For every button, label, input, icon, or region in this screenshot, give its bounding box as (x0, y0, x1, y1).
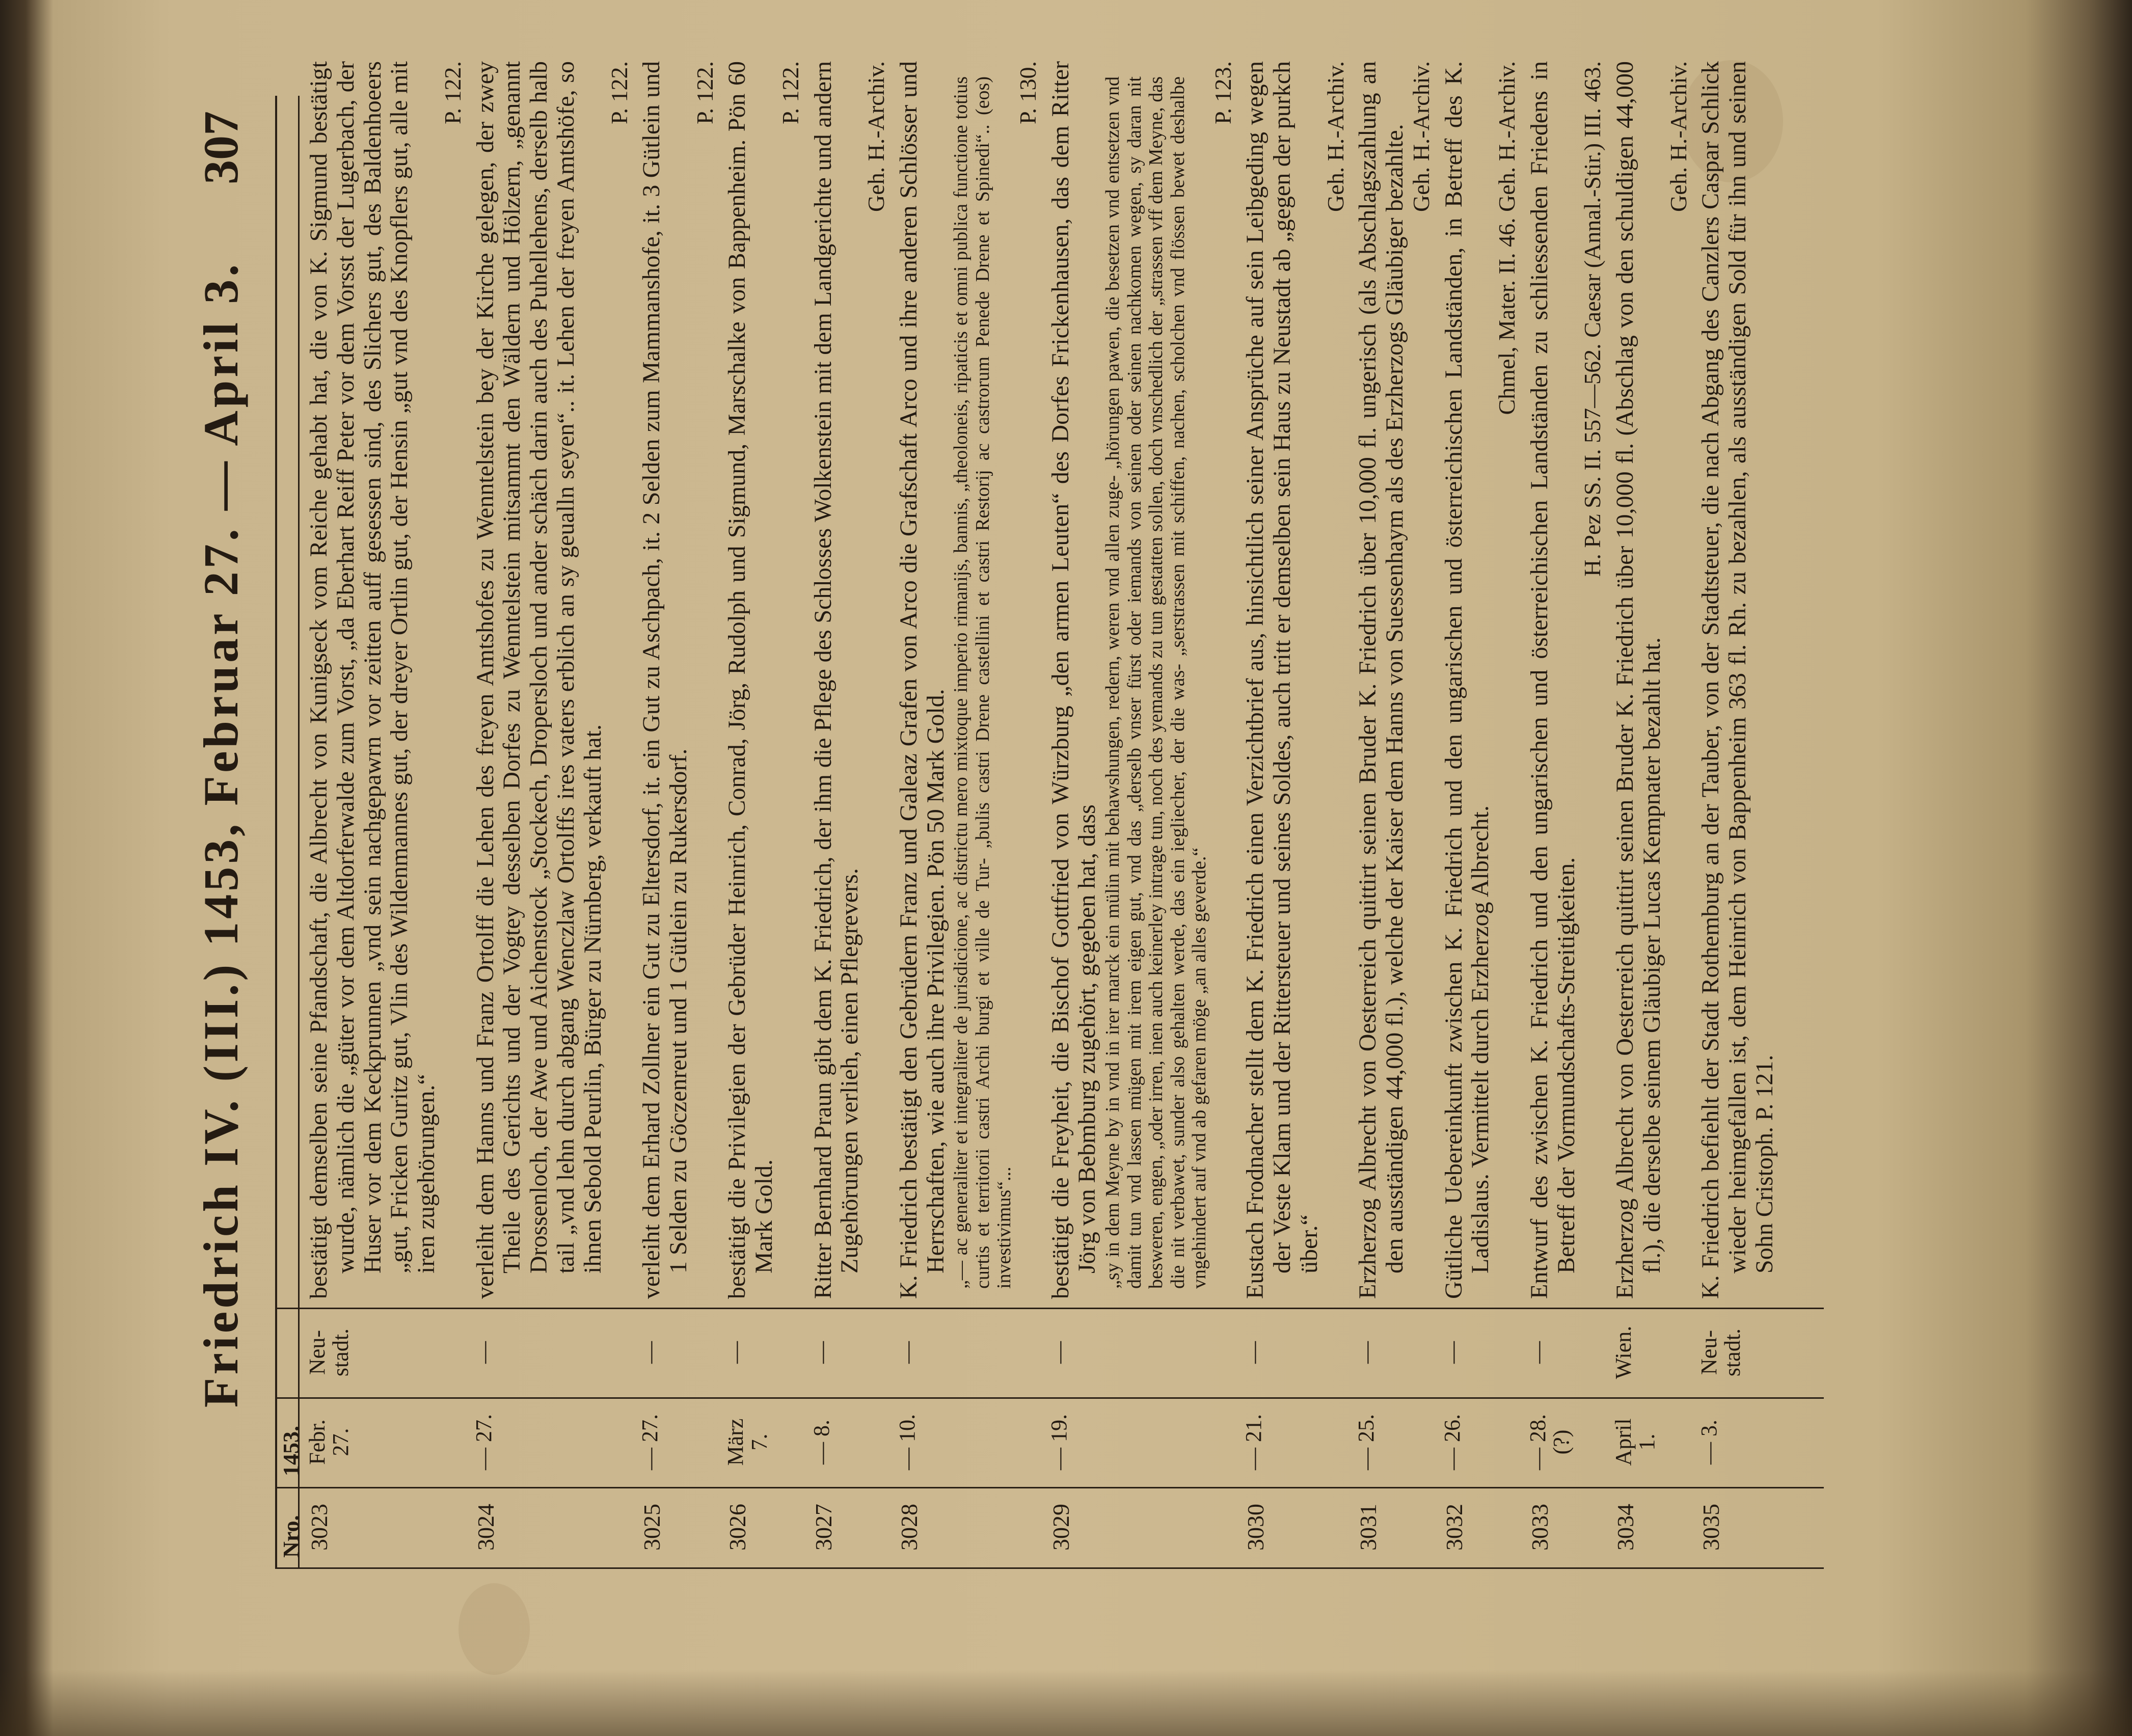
entry-reference: P. 123. (1209, 61, 1236, 124)
entry-reference: P. 130. (1014, 61, 1041, 124)
page-number: 307 (194, 111, 248, 184)
entry-date: — 3. (1696, 1420, 1722, 1464)
entry-text: verleiht dem Erhard Zollner ein Gut zu Eltersdorf, it. ein Gut zu Aschpach, it. 2 Selden zum Mammanshofe, it. 3 Gütlein und 1 Selden zu Göczenreut und 1 Gütlein zu Rukersdorf. (638, 61, 692, 1299)
register-entry (1611, 61, 1691, 1568)
entry-number: 3028 (896, 1504, 922, 1551)
entry-text: Erzherzog Albrecht von Oesterreich quittirt seinen Bruder K. Friedrich über 10,000 fl. (Abschlag von den schuldigen 44,000 fl.), die derselbe seinem Gläubiger Lucas Kempnater bezahlt hat. (1611, 61, 1665, 1299)
entry-place: Neu- stadt. (1696, 1328, 1745, 1377)
entry-date: — 8. (808, 1420, 834, 1464)
entry-number: 3026 (724, 1504, 751, 1551)
column-header-year: 1453. (279, 1426, 304, 1476)
entry-text: Erzherzog Albrecht von Oesterreich quittirt seinen Bruder K. Friedrich über 10,000 fl. ungerisch (als Abschlagszahlung an den ausständigen 44,000 fl.), welche der Kaiser dem Hanns von Suessenhaym als des Erzherzogs Gläubiger bezahlte. (1354, 61, 1409, 1299)
entry-place: — (723, 1341, 748, 1364)
entry-number: 3032 (1441, 1504, 1467, 1551)
entry-place: — (1525, 1341, 1550, 1364)
entry-date: — 19. (1046, 1414, 1071, 1470)
entry-reference: P. 122. (691, 61, 718, 124)
entry-quote: „sy in dem Meyne by in vnd in irer marck ein mülin mit behawshungen, redern, weren vnd allen zuge- „hörungen pawen, die besetzen vnd entsetzen vnd damit tun vnd lassen mügen mit irem eigen gut, vnd das „derselb vnser fürst oder iemands von seinen oder seinen nachkomen wegen, sy daran nit besweren, engen, „oder irren, inen auch keinerley intrage tun, noch des yemands zu tun gestatten sollen, doch vnschedlich der „strassen vff dem Meyne, das die nit verbawet, sunder also gehalten werde, das ein iegliecher, der die was- „serstrassen mit schiffen, nachen, scholchen vnd flössen bewet deshalbe vngehindert auf vnd ab gefaren möge „an alles geverde.“ (1102, 76, 1210, 1289)
register-entry (1439, 61, 1520, 1568)
entry-place: Wien. (1611, 1325, 1636, 1379)
entry-reference: Geh. H.-Archiv. (1408, 61, 1435, 212)
entry-text: K. Friedrich befiehlt der Stadt Rothemburg an der Tauber, von der Stadtsteuer, die nach Abgang des Canzlers Caspar Schlick wieder heimgefallen ist, dem Heinrich von Bappenheim 363 fl. Rh. zu bezahlen, als ausständigen Sold für ihn und seinen Sohn Cristoph. P. 121. (1697, 61, 1778, 1299)
register-entry (471, 61, 633, 1568)
entry-date: — 21. (1241, 1414, 1266, 1470)
entry-date: — 28. (?) (1525, 1414, 1574, 1470)
entry-place: — (1046, 1341, 1071, 1364)
entry-reference: Chmel, Mater. II. 46. Geh. H.-Archiv. (1494, 61, 1520, 415)
entry-text: bestätigt die Privilegien der Gebrüder Heinrich, Conrad, Jörg, Rudolph und Sigmund, Marschalke von Bappenheim. Pön 60 Mark Gold. (723, 61, 778, 1299)
entry-date: Febr. 27. (305, 1419, 354, 1465)
entry-place: — (471, 1341, 496, 1364)
entry-place: Neu- stadt. (305, 1328, 354, 1377)
register-entry (637, 61, 718, 1568)
entry-text: Gütliche Uebereinkunft zwischen K. Friedrich und den ungarischen und österreichischen Landständen, in Betreff des K. Ladislaus. Vermittelt durch Erzherzog Albrecht. (1440, 61, 1494, 1299)
entry-reference: H. Pez SS. II. 557—562. Caesar (Annal.-Stir.) III. 463. (1579, 61, 1606, 577)
entry-place: — (1241, 1341, 1266, 1364)
column-header-rule (298, 96, 300, 1568)
entry-place: — (894, 1341, 920, 1364)
entry-text: K. Friedrich bestätigt den Gebrüdern Franz und Galeaz Grafen von Arco die Grafschaft Arco und ihre anderen Schlösser und Herrschaften, wie auch ihre Privilegien. Pön 50 Mark Gold. (895, 61, 949, 1299)
entry-text: bestätigt die Freyheit, die Bischof Gottfried von Würzburg „den armen Leuten“ des Dorfes Frickenhausen, das dem Ritter Jörg von Bebmburg zugehört, gegeben hat, dass (1046, 61, 1101, 1299)
page-header (183, 111, 255, 1553)
entry-reference: P. 122. (606, 61, 632, 124)
entry-date: — 27. (637, 1414, 663, 1470)
entry-quote: „— ac generaliter et integraliter de jurisdicione, ac districtu mero mixtoque imperio rimanijs, bannis, „theoloneis, ripaticis et omni publica functione totius curtis et territorii castri Archi burgi et ville de Tur- „bulis castri Drene castellini et castri Restorij ac castrorum Penede Drene et Spinedi“.. (eos) investivimus“... (950, 76, 1015, 1289)
entry-date: — 25. (1354, 1414, 1379, 1470)
register-entry (1525, 61, 1606, 1568)
header-rule (275, 96, 277, 1568)
entry-date: — 26. (1439, 1414, 1465, 1470)
register-entry (1696, 61, 1778, 1568)
entry-text: Ritter Bernhard Praun gibt dem K. Friedrich, der ihm die Pflege des Schlosses Wolkenstein mit dem Landgerichte und andern Zugehörungen verlieh, einen Pflegrevers. (809, 61, 863, 1299)
entry-text: verleiht dem Hanns und Franz Ortolff die Lehen des freyen Amtshofes zu Wenntelstein bey der Kirche gelegen, der zwey Theile des Gerichts und der Vogtey desselben Dorfes zu Wenntelstein mitsammt den Wäldern und Hölzern, „genannt Drossenloch, der Awe und Aichenstock „Stockech, Dropersloch und ander schäch darin auch des Puhellehens, derselb halb tail „vnd lehn durch abgang Wenczlaw Ortolffs ires vaters erblich an sy geualln seyen“.. it. Lehen der freyen Amtshöfe, so ihnen Sebold Peurlin, Bürger zu Nürnberg, verkauft hat. (471, 61, 606, 1299)
entry-reference: P. 122. (439, 61, 466, 124)
entry-number: 3025 (639, 1504, 665, 1551)
entry-number: 3024 (472, 1504, 499, 1551)
entry-place: — (1439, 1341, 1465, 1364)
entry-number: 3035 (1698, 1504, 1724, 1551)
entry-place: — (808, 1341, 834, 1364)
entry-place: — (637, 1341, 663, 1364)
page-title: Friedrich IV. (III.) 1453, Februar 27. — April 3. (194, 261, 248, 1408)
register-entry (808, 61, 889, 1568)
entry-date: — 27. (471, 1414, 496, 1470)
entry-number: 3027 (810, 1504, 836, 1551)
entry-text: Entwurf des zwischen K. Friedrich und den ungarischen und österreichischen Landständen zu schliessenden Friedens in Betreff der Vormundschafts-Streitigkeiten. (1525, 61, 1580, 1299)
entry-date: — 10. (894, 1414, 920, 1470)
paper-stain (458, 1583, 530, 1675)
entry-reference: P. 122. (777, 61, 803, 124)
entry-place: — (1354, 1341, 1379, 1364)
register-entry (1354, 61, 1435, 1568)
register-entry (1046, 61, 1236, 1568)
entry-number: 3029 (1047, 1504, 1074, 1551)
entry-date: April 1. (1611, 1418, 1660, 1466)
entry-date: März 7. (723, 1418, 772, 1466)
register-entry (723, 61, 803, 1568)
register-entry (1241, 61, 1348, 1568)
register-entry (305, 61, 466, 1568)
column-header-nro: Nro. (279, 1515, 304, 1558)
entry-number: 3023 (306, 1504, 332, 1551)
register-entries (305, 61, 1785, 1568)
entry-reference: Geh. H.-Archiv. (1665, 61, 1691, 212)
entry-number: 3033 (1526, 1504, 1553, 1551)
entry-number: 3031 (1355, 1504, 1382, 1551)
entry-number: 3030 (1243, 1504, 1269, 1551)
register-entry (894, 61, 1041, 1568)
entry-reference: Geh. H.-Archiv. (1322, 61, 1348, 212)
entry-reference: Geh. H.-Archiv. (863, 61, 889, 212)
entry-number: 3034 (1612, 1504, 1639, 1551)
entry-text: Eustach Frodnacher stellt dem K. Friedrich einen Verzichtbrief aus, hinsichtlich seiner Ansprüche auf sein Leibgeding wegen der Veste Klam und der Rittersteuer und seines Soldes, auch tritt er demselben sein Haus zu Neustadt ab „gegen der purkch über.“ (1242, 61, 1323, 1299)
entry-text: bestätigt demselben seine Pfandschaft, die Albrecht von Kunigseck vom Reiche gehabt hat, die von K. Sigmund bestätigt wurde, nämlich die „güter vor dem Altdorferwalde zum Vorst, „da Eberhart Reiff Peter vor dem Vorsst der Lugerbach, der Huser vor dem Keckprunnen „vnd sein nachgepawrn vor zeitten auff gesessen sind, des Slichers gut, des Baldenhoeers „gut, Fricken Guritz gut, Vlin des Wildenmannes gut, der dreyer Ortlin gut, der Hensin „gut vnd des Knopflers gut, alle mit iren zugehörungen.“ (305, 61, 440, 1299)
